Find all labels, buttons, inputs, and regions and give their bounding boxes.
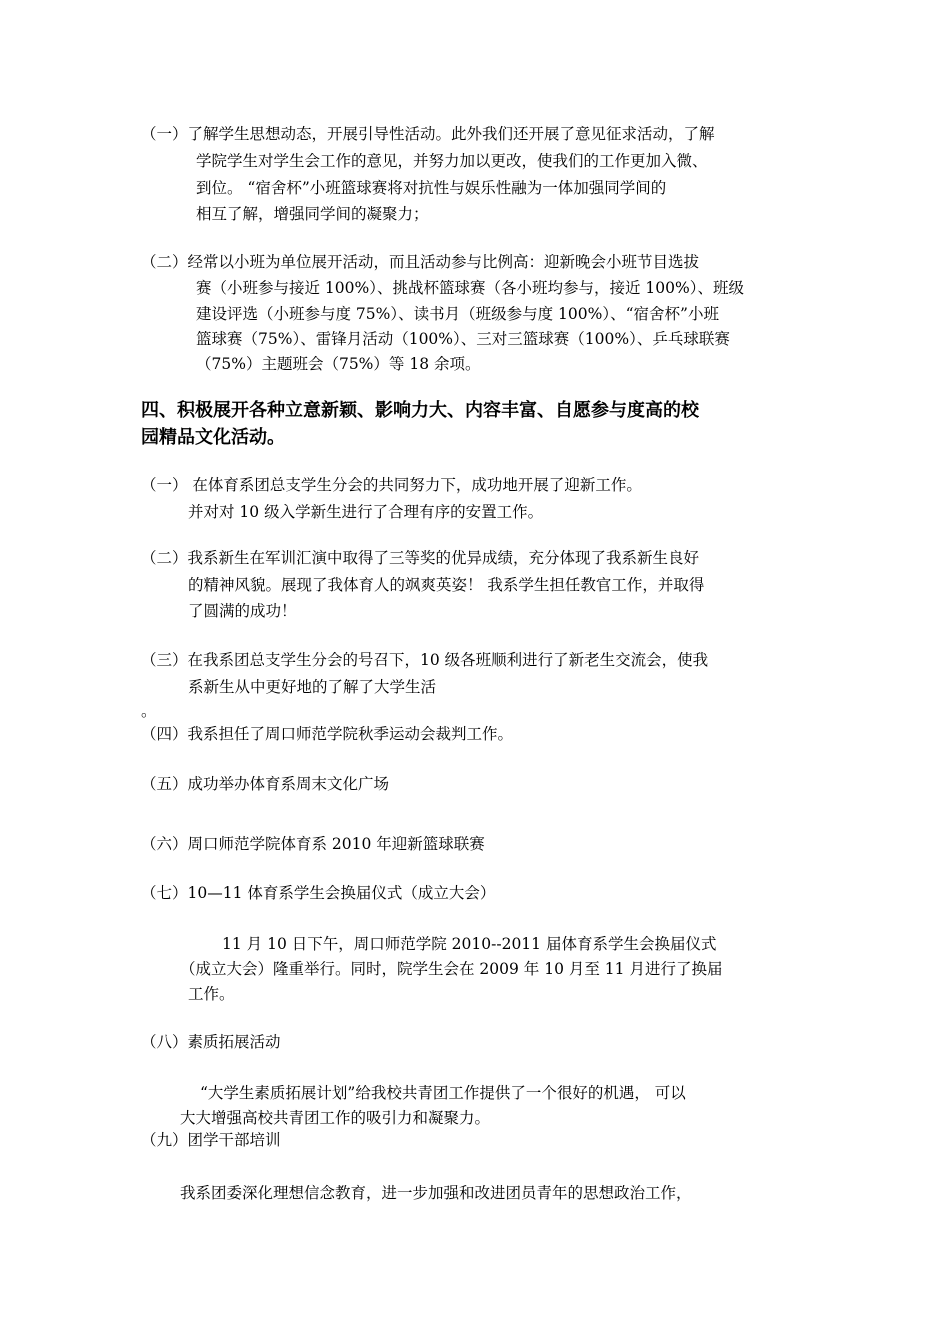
item-2-line-3: 建设评选（小班参与度 75%）、读书月（班级参与度 100%）、“宿舍杯”小班 (196, 305, 719, 323)
s4-item-8-para-line-2: 大大增强高校共青团工作的吸引力和凝聚力。 (180, 1109, 491, 1127)
item-1-line-3: 到位。 “宿舍杯”小班篮球赛将对抗性与娱乐性融为一体加强同学间的 (196, 179, 667, 197)
section-4-heading-line-1: 四、积极展开各种立意新颖、影响力大、内容丰富、自愿参与度高的校 (141, 400, 699, 421)
s4-item-7-title: （七）10—11 体育系学生会换届仪式（成立大会） (141, 884, 496, 902)
s4-item-1-line-1: （一） 在体育系团总支学生分会的共同努力下，成功地开展了迎新工作。 (141, 476, 642, 494)
s4-item-8-para-line-1: “大学生素质拓展计划”给我校共青团工作提供了一个很好的机遇， 可以 (200, 1084, 686, 1102)
item-2-line-5: （75%）主题班会（75%）等 18 余项。 (196, 355, 481, 373)
s4-item-2-line-1: （二）我系新生在军训汇演中取得了三等奖的优异成绩，充分体现了我系新生良好 (141, 549, 700, 567)
s4-item-3-line-3: 。 (141, 702, 157, 720)
s4-item-4: （四）我系担任了周口师范学院秋季运动会裁判工作。 (141, 725, 514, 743)
item-1-line-4: 相互了解，增强同学间的凝聚力； (196, 205, 429, 223)
item-1-line-2: 学院学生对学生会工作的意见，并努力加以更改，使我们的工作更加入微、 (196, 152, 708, 170)
item-2-line-1: （二）经常以小班为单位展开活动，而且活动参与比例高：迎新晚会小班节目选拔 (141, 253, 700, 271)
s4-item-9-title: （九）团学干部培训 (141, 1131, 281, 1149)
s4-item-8-title: （八）素质拓展活动 (141, 1033, 281, 1051)
item-2-line-4: 篮球赛（75%）、雷锋月活动（100%）、三对三篮球赛（100%）、乒乓球联赛 (196, 330, 730, 348)
item-1-line-1: （一）了解学生思想动态，开展引导性活动。此外我们还开展了意见征求活动，了解 (141, 125, 715, 143)
s4-item-7-para-line-3: 工作。 (188, 985, 235, 1003)
s4-item-3-line-1: （三）在我系团总支学生分会的号召下，10 级各班顺利进行了新老生交流会，使我 (141, 651, 709, 669)
s4-item-7-para-line-1: 11 月 10 日下午，周口师范学院 2010--2011 届体育系学生会换届仪式 (222, 935, 717, 953)
s4-item-5: （五）成功举办体育系周末文化广场 (141, 775, 390, 793)
s4-item-3-line-2: 系新生从中更好地的了解了大学生活 (188, 678, 437, 696)
section-4-heading-line-2: 园精品文化活动。 (141, 427, 285, 448)
s4-item-2-line-3: 了圆满的成功！ (188, 602, 297, 620)
s4-item-2-line-2: 的精神风貌。展现了我体育人的飒爽英姿！ 我系学生担任教官工作，并取得 (188, 576, 705, 594)
s4-item-1-line-2: 并对对 10 级入学新生进行了合理有序的安置工作。 (188, 503, 544, 521)
item-2-line-2: 赛（小班参与接近 100%）、挑战杯篮球赛（各小班均参与，接近 100%）、班级 (196, 279, 744, 297)
s4-item-9-para-line-1: 我系团委深化理想信念教育，进一步加强和改进团员青年的思想政治工作， (180, 1184, 692, 1202)
s4-item-7-para-line-2: （成立大会）隆重举行。同时，院学生会在 2009 年 10 月至 11 月进行了换届 (180, 960, 723, 978)
s4-item-6: （六）周口师范学院体育系 2010 年迎新篮球联赛 (141, 835, 485, 853)
